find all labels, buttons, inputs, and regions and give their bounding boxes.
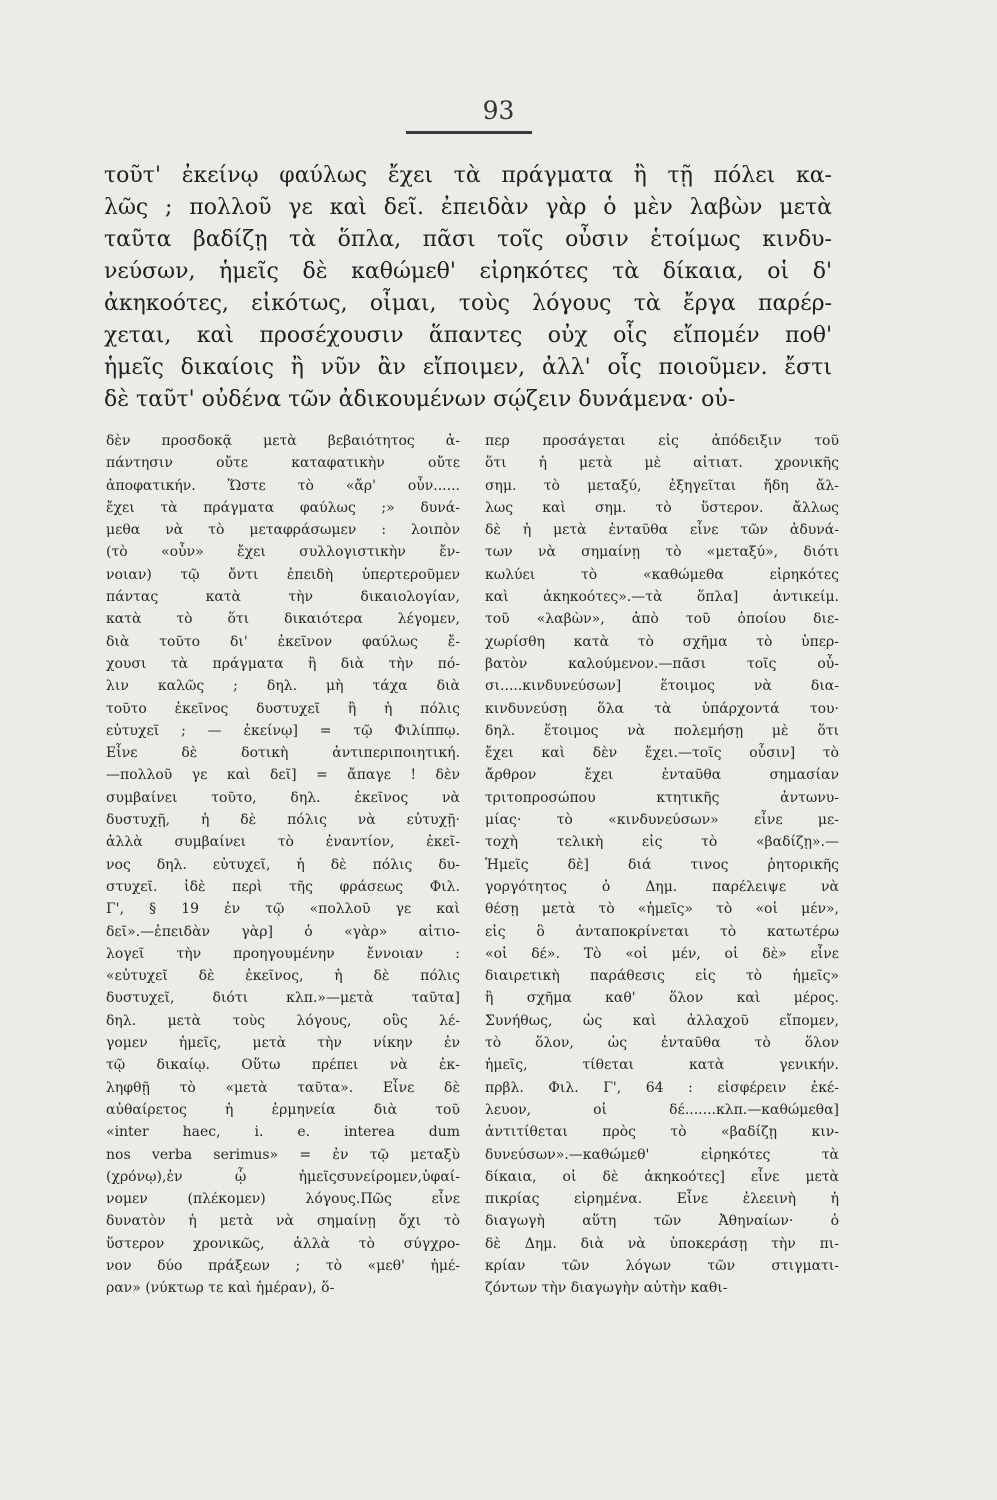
note-line: ἡμεῖς, τίθεται κατὰ γενικήν. [485, 1057, 839, 1074]
note-line: ζόντων τὴν διαγωγὴν αὐτὴν καθι- [485, 1280, 728, 1297]
note-line: λιν καλῶς ; δηλ. μὴ τάχα διὰ [106, 678, 460, 695]
note-line: περ προσάγεται εἰς ἀπόδειξιν τοῦ [485, 433, 839, 449]
main-text-line: ταῦτα βαδίζῃ τὰ ὅπλα, πᾶσι τοῖς οὖσιν ἑτοίμως κινδυ- [104, 227, 832, 252]
note-line: τριτοπροσώπου κτητικῆς ἀντωνυ- [485, 789, 839, 806]
note-line: μεθα νὰ τὸ μεταφράσωμεν : λοιπὸν [106, 522, 460, 539]
main-text [104, 160, 832, 416]
note-line: ἔχει καὶ δὲν ἔχει.—τοῖς οὖσιν] τὸ [485, 745, 839, 762]
note-line: πάντησιν οὔτε καταφατικὴν οὔτε [106, 455, 460, 472]
note-line: Γ', § 19 ἐν τῷ «πολλοῦ γε καὶ [106, 901, 460, 918]
note-line: διὰ τοῦτο δι' ἐκεῖνον φαύλως ἔ- [106, 633, 460, 650]
main-text-line: τοῦτ' ἐκείνῳ φαύλως ἔχει τὰ πράγματα ἢ τῇ πόλει κα- [104, 163, 832, 188]
note-line: δυνεύσων».—καθώμεθ' εἰρηκότες τὰ [485, 1146, 839, 1163]
note-line: δίκαια, οἱ δὲ ἀκηκοότες] εἶνε μετὰ [485, 1168, 839, 1185]
note-line: δηλ. μετὰ τοὺς λόγους, οὓς λέ- [106, 1012, 460, 1029]
note-line: ἄρθρον ἔχει ἐνταῦθα σημασίαν [485, 767, 839, 784]
note-line: σι.....κινδυνεύσων] ἕτοιμος νὰ δια- [485, 678, 839, 695]
main-text-line: νεύσων, ἡμεῖς δὲ καθώμεθ' εἰρηκότες τὰ δίκαια, οἱ δ' [104, 259, 832, 284]
note-line: (τὸ «οὖν» ἔχει συλλογιστικὴν ἔν- [106, 544, 460, 561]
note-line: δηλ. ἕτοιμος νὰ πολεμήσῃ μὲ ὅτι [485, 722, 839, 739]
note-line: νοιαν) τῷ ὄντι ἐπειδὴ ὑπερτεροῦμεν [106, 566, 460, 583]
note-line: ἀλλὰ συμβαίνει τὸ ἐναντίον, ἐκεῖ- [106, 834, 460, 851]
note-line: θέσῃ μετὰ τὸ «ἡμεῖς» τὸ «οἱ μέν», [485, 901, 839, 918]
note-line: τοῦτο ἐκεῖνος δυστυχεῖ ἢ ἡ πόλις [106, 700, 460, 717]
note-line: νος δηλ. εὐτυχεῖ, ἡ δὲ πόλις δυ- [106, 856, 460, 873]
note-line: γοργότητος ὁ Δημ. παρέλειψε νὰ [485, 878, 839, 895]
note-line: λογεῖ τὴν προηγουμένην ἔννοιαν : [106, 945, 460, 962]
note-line: βατὸν καλούμενον.—πᾶσι τοῖς οὖ- [485, 655, 839, 672]
note-line: ὅτι ἡ μετὰ μὲ αἰτιατ. χρονικῆς [485, 455, 839, 472]
note-line: χωρίσθη κατὰ τὸ σχῆμα τὸ ὑπερ- [485, 633, 839, 650]
note-line: ἀποφατικήν. Ὥστε τὸ «ἄρ' οὖν...... [106, 477, 460, 494]
main-text-line: ἡμεῖς δικαίοις ἢ νῦν ἂν εἴποιμεν, ἀλλ' οἷς ποιοῦμεν. ἔστι [104, 355, 832, 380]
note-line: λευον, οἱ δέ.......κλπ.—καθώμεθα] [485, 1101, 839, 1118]
note-line: «οἱ δέ». Τὸ «οἱ μέν, οἱ δὲ» εἶνε [485, 945, 839, 962]
note-line: πάντας κατὰ τὴν δικαιολογίαν, [106, 589, 460, 606]
note-line: ἔχει τὰ πράγματα φαύλως ;» δυνά- [106, 499, 460, 516]
note-line: ὕστερον χρονικῶς, ἀλλὰ τὸ σύγχρο- [106, 1235, 460, 1252]
note-line: «εὐτυχεῖ δὲ ἐκεῖνος, ἡ δὲ πόλις [106, 968, 460, 985]
note-line: πρβλ. Φιλ. Γ', 64 : εἰσφέρειν ἐκέ- [485, 1079, 839, 1096]
note-line: εἰς ὃ ἀνταποκρίνεται τὸ κατωτέρω [485, 923, 839, 940]
note-line: ραν» (νύκτωρ τε καὶ ἡμέραν), ὅ- [106, 1280, 335, 1297]
note-line: τοῦ «λαβὼν», ἀπὸ τοῦ ὁποίου διε- [485, 611, 839, 628]
note-line: εὐτυχεῖ ; — ἐκείνῳ] = τῷ Φιλίππῳ. [106, 722, 460, 739]
note-line: δυνατὸν ἡ μετὰ νὰ σημαίνῃ ὄχι τὸ [106, 1213, 460, 1230]
note-line: Εἶνε δὲ δοτικὴ ἀντιπεριποιητική. [106, 745, 460, 762]
note-line: ἀντιτίθεται πρὸς τὸ «βαδίζῃ κιν- [485, 1124, 839, 1141]
main-text-line: ἀκηκοότες, εἰκότως, οἶμαι, τοὺς λόγους τὰ ἔργα παρέρ- [104, 291, 832, 316]
note-line: αὐθαίρετος ἡ ἑρμηνεία διὰ τοῦ [106, 1101, 460, 1118]
page-number: 93 [482, 96, 515, 125]
note-line: σημ. τὸ μεταξύ, ἐξηγεῖται ἤδη ἄλ- [485, 477, 839, 494]
note-line: γομεν ἡμεῖς, μετὰ τὴν νίκην ἐν [106, 1035, 460, 1052]
note-line: δυστυχεῖ, διότι κλπ.»—μετὰ ταῦτα] [106, 990, 460, 1007]
note-line: νομεν (πλέκομεν) λόγους.Πῶς εἶνε [106, 1191, 460, 1208]
note-line: —πολλοῦ γε καὶ δεῖ] = ἄπαγε ! δὲν [106, 767, 460, 784]
main-text-line: χεται, καὶ προσέχουσιν ἅπαντες οὐχ οἷς εἴπομέν ποθ' [104, 323, 832, 348]
main-text-line: λῶς ; πολλοῦ γε καὶ δεῖ. ἐπειδὰν γὰρ ὁ μὲν λαβὼν μετὰ [104, 195, 832, 220]
note-line: διαιρετικὴ παράθεσις εἰς τὸ ἡμεῖς» [485, 968, 839, 985]
page-number-rule [406, 131, 532, 134]
notes-left-column [106, 430, 460, 1300]
note-line: καὶ ἀκηκοότες».—τὰ ὅπλα] ἀντικείμ. [485, 589, 839, 606]
note-line: ληφθῇ τὸ «μετὰ ταῦτα». Εἶνε δὲ [106, 1079, 460, 1096]
note-line: τῷ δικαίῳ. Οὕτω πρέπει νὰ ἐκ- [106, 1057, 460, 1074]
note-line: nos verba serimus» = ἐν τῷ μεταξὺ [106, 1146, 460, 1163]
note-line: στυχεῖ. ἰδὲ περὶ τῆς φράσεως Φιλ. [106, 878, 460, 895]
note-line: νον δύο πράξεων ; τὸ «μεθ' ἡμέ- [106, 1257, 460, 1274]
note-line: λως καὶ σημ. τὸ ὕστερον. ἄλλως [485, 499, 839, 516]
note-line: τὸ ὅλον, ὡς ἐνταῦθα τὸ ὅλον [485, 1035, 839, 1052]
note-line: «inter haec, i. e. interea dum [106, 1124, 460, 1141]
note-line: μίας· τὸ «κινδυνεύσων» εἶνε με- [485, 812, 839, 829]
main-text-line: δὲ ταῦτ' οὐδένα τῶν ἀδικουμένων σῴζειν δυνάμενα· οὐ- [104, 387, 736, 412]
note-line: των νὰ σημαίνῃ τὸ «μεταξύ», διότι [485, 544, 839, 561]
note-line: δυστυχῇ, ἡ δὲ πόλις νὰ εὐτυχῇ· [106, 812, 460, 829]
note-line: Ἡμεῖς δὲ] διά τινος ῥητορικῆς [485, 856, 839, 873]
note-line: κωλύει τὸ «καθώμεθα εἰρηκότες [485, 566, 839, 583]
note-line: δεῖ».—ἐπειδὰν γὰρ] ὁ «γὰρ» αἰτιο- [106, 923, 460, 940]
note-line: (χρόνῳ),ἐν ᾧ ἡμεῖςσυνείρομεν,ὑφαί- [106, 1168, 460, 1185]
note-line: δὲ Δημ. διὰ νὰ ὑποκεράσῃ τὴν πι- [485, 1235, 839, 1252]
note-line: συμβαίνει τοῦτο, δηλ. ἐκεῖνος νὰ [106, 789, 460, 806]
note-line: πικρίας εἰρημένα. Εἶνε ἐλεεινὴ ἡ [485, 1191, 839, 1208]
note-line: τοχὴ τελικὴ εἰς τὸ «βαδίζῃ».— [485, 834, 839, 851]
note-line: κινδυνεύσῃ ὅλα τὰ ὑπάρχοντά του· [485, 700, 839, 717]
note-line: διαγωγὴ αὕτη τῶν Ἀθηναίων· ὁ [485, 1213, 839, 1230]
note-line: δὲ ἡ μετὰ ἐνταῦθα εἶνε τῶν ἀδυνά- [485, 522, 839, 539]
note-line: δὲν προσδοκᾷ μετὰ βεβαιότητος ἀ- [106, 433, 460, 449]
note-line: Συνήθως, ὡς καὶ ἀλλαχοῦ εἴπομεν, [485, 1012, 839, 1029]
note-line: κρίαν τῶν λόγων τῶν στιγματι- [485, 1257, 839, 1274]
note-line: χουσι τὰ πράγματα ἢ διὰ τὴν πό- [106, 655, 460, 672]
notes-right-column [485, 430, 839, 1300]
note-line: κατὰ τὸ ὅτι δικαιότερα λέγομεν, [106, 611, 460, 628]
note-line: ἢ σχῆμα καθ' ὅλον καὶ μέρος. [485, 990, 839, 1007]
